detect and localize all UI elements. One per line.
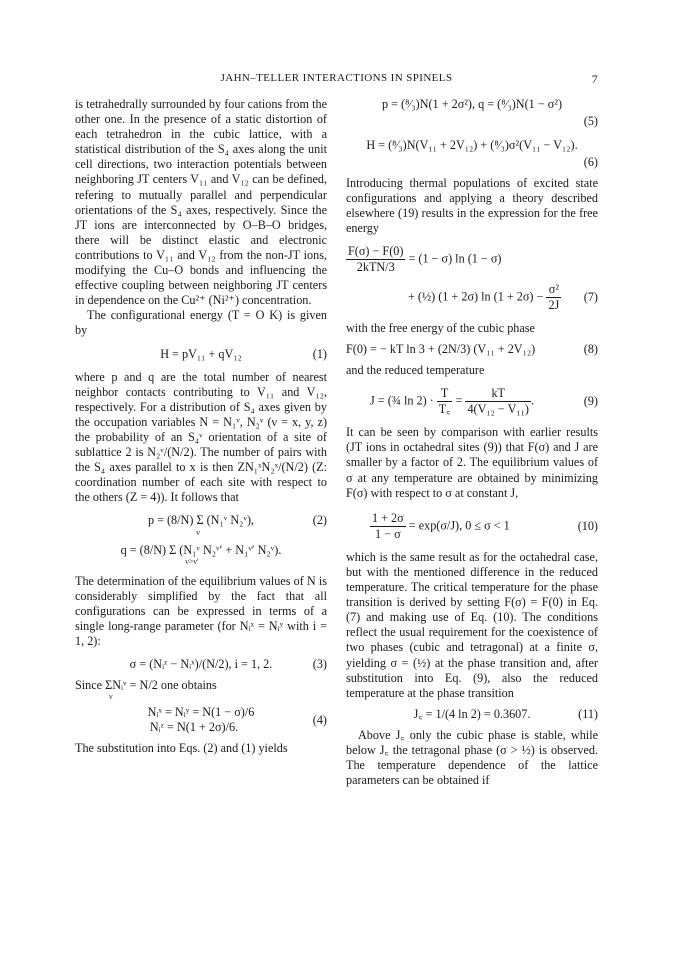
equation-6	[346, 138, 598, 172]
equation-body: H = pV₁₁ + qV₁₂	[160, 346, 242, 361]
right-column	[346, 97, 598, 788]
period: .	[531, 393, 535, 408]
equation-number: (7)	[583, 289, 598, 304]
paragraph: The determination of the equilibrium values of N is considerably simplified by the fact that all configurations can be expressed in terms of a single long-range parameter (for Nᵢˣ = Nᵢʸ with i = 1, 2):	[75, 573, 327, 648]
equation-body: + (½) (1 + 2σ) ln (1 + 2σ) −	[408, 288, 544, 303]
paragraph: It can be seen by comparison with earlier results (JT ions in octahedral sites (9)) that F(σ) and J are smaller by a factor of 2. The equilibrium values of σ at any temperature are obtained by minimizing F(σ) with respect to σ at constant J,	[346, 425, 598, 500]
equation-body: σ = (Nᵢᶻ − Nᵢˣ)/(N/2), i = 1, 2.	[129, 657, 273, 672]
equation-2b	[75, 543, 327, 566]
equation-body: Nᵢᶻ = N(1 + 2σ)/6.	[149, 720, 239, 735]
numerator: σ²	[546, 282, 561, 298]
equation-body: Nᵢˣ = Nᵢʸ = N(1 − σ)/6	[147, 705, 255, 720]
denominator: T꜀	[438, 402, 451, 417]
paragraph: Since ΣNᵢᵛ = N/2 one obtains	[75, 678, 217, 693]
equation-body: p = (⁸⁄₃)N(1 + 2σ²), q = (⁸⁄₃)N(1 − σ²)	[381, 97, 562, 111]
paragraph: Above J꜀ only the cubic phase is stable, while below J꜀ the tetragonal phase (σ > ½) is observed. The temperature dependence of the lattice parameters can be obtained if	[346, 727, 598, 788]
numerator: kT	[465, 386, 531, 402]
paragraph: which is the same result as for the octahedral case, but with the mentioned difference in the reduced temperature. The critical temperature for the phase transition is derived by setting F(σ) = F(0) in Eq. (7) and making use of Eq. (10). The conditions reflect the usual requirement for the coexistence of two phases (cubic and tetragonal) at a finite σ, yielding σ = (½) at the phase transition and, after substitution into Eq. (9), also the reduced temperature at the phase transition	[346, 549, 598, 700]
equation-lhs: J = (¾ ln 2) ·	[370, 393, 434, 408]
equation-4	[75, 705, 327, 735]
paragraph: The substitution into Eqs. (2) and (1) yields	[75, 741, 288, 756]
denominator: 1 − σ	[375, 526, 401, 541]
fraction	[346, 244, 405, 275]
equation-number: (1)	[312, 346, 327, 361]
page-number: 7	[591, 72, 598, 86]
equation-number: (11)	[578, 706, 598, 721]
equation-number: (10)	[577, 518, 598, 533]
equation-number: (3)	[312, 657, 327, 672]
denominator: 2J	[548, 297, 560, 312]
equation-number: (6)	[583, 155, 598, 169]
numerator: T	[437, 386, 453, 402]
running-title: JAHN–TELLER INTERACTIONS IN SPINELS	[220, 72, 453, 84]
numerator: 1 + 2σ	[370, 511, 406, 527]
equation-5	[346, 97, 598, 130]
equation-3	[75, 657, 327, 672]
paragraph: Introducing thermal populations of excited state configurations and applying a theory described elsewhere (19) results in the expression for the free energy	[346, 176, 598, 236]
equation-7-line2	[346, 282, 598, 313]
equation-8	[346, 342, 598, 357]
equation-rhs: = exp(σ/J), 0 ≤ σ < 1	[408, 518, 510, 533]
equation-body: q = (8/N) Σ (N₁ᵛ N₂ᵛ′ + N₁ᵛ′ N₂ᵛ).	[120, 542, 282, 557]
equation-number: (8)	[583, 341, 598, 356]
equation-1	[75, 347, 327, 362]
equation-number: (2)	[312, 513, 327, 528]
equation-7	[346, 244, 598, 275]
fraction	[437, 386, 453, 417]
paragraph: where p and q are the total number of nearest neighbor contacts contributing to V₁₁ and V₁₂, respectively. For a distribution of S₄ axes given by the occupation variables N = N₁ᵛ, N₂ᵛ (ν = x, y, z) the probability of an S₄ᵛ orientation of a site of sublattice 2 is N₂ᵛ/(N/2). The number of pairs with the S₄ axes parallel to x is then ZN₁ˣN₂ˣ/(N/2) (Z: coordination number of each site with respect to the others (Z = 4)). It follows that	[75, 369, 327, 505]
paragraph: with the free energy of the cubic phase	[346, 320, 535, 335]
left-column	[75, 97, 327, 757]
equation-10	[346, 511, 598, 542]
sum-index: ν	[109, 692, 113, 702]
paragraph: is tetrahedrally surrounded by four cations from the other one. In the presence of a static distortion of each tetrahedron in the cubic lattice, with a statistical distribution of the S₄ axes along the unit cell directions, two interaction potentials between neighboring JT centers V₁₁ and V₁₂ can be defined, refering to mutually parallel and perpendicular orientations of the S₄ axes, respectively. Since the JT ions are interconnected by O–B–O bridges, there will be distinct elastic and electronic contributions to V₁₁ and V₁₂ from the non-JT ions, modifying the Cu–O bonds and influencing the effective coupling between neighboring JT centers in dependence on the Cu²⁺ (Ni²⁺) concentration.	[75, 97, 327, 308]
equation-body: H = (⁸⁄₃)N(V₁₁ + 2V₁₂) + (⁸⁄₃)σ²(V₁₁ − V₁₂).	[366, 138, 578, 152]
fraction	[370, 511, 406, 542]
denominator: 2kTN/3	[356, 260, 395, 275]
equation-9	[346, 386, 598, 417]
numerator: F(σ) − F(0)	[346, 244, 405, 260]
denominator: 4(V₁₂ − V₁₁)	[467, 402, 529, 417]
sum-index: ν>ν′	[185, 556, 199, 566]
paragraph: and the reduced temperature	[346, 362, 485, 377]
equation-body: F(0) = − kT ln 3 + (2N/3) (V₁₁ + 2V₁₂)	[346, 341, 536, 356]
page-header	[75, 72, 598, 88]
equation-body: J꜀ = 1/(4 ln 2) = 0.3607.	[413, 706, 531, 721]
equation-11	[346, 707, 598, 722]
equals-sign: =	[455, 393, 463, 408]
equation-body: p = (8/N) Σ (N₁ᵛ N₂ᵛ),	[147, 513, 255, 528]
fraction	[465, 386, 531, 417]
sum-index: ν	[196, 527, 200, 537]
fraction	[546, 282, 561, 313]
equation-number: (4)	[312, 713, 327, 728]
equation-number: (9)	[583, 394, 598, 409]
paragraph: The configurational energy (T = O K) is given by	[75, 308, 327, 338]
equation-2	[75, 513, 327, 536]
equation-rhs: = (1 − σ) ln (1 − σ)	[408, 251, 502, 266]
equation-number: (5)	[583, 114, 598, 128]
